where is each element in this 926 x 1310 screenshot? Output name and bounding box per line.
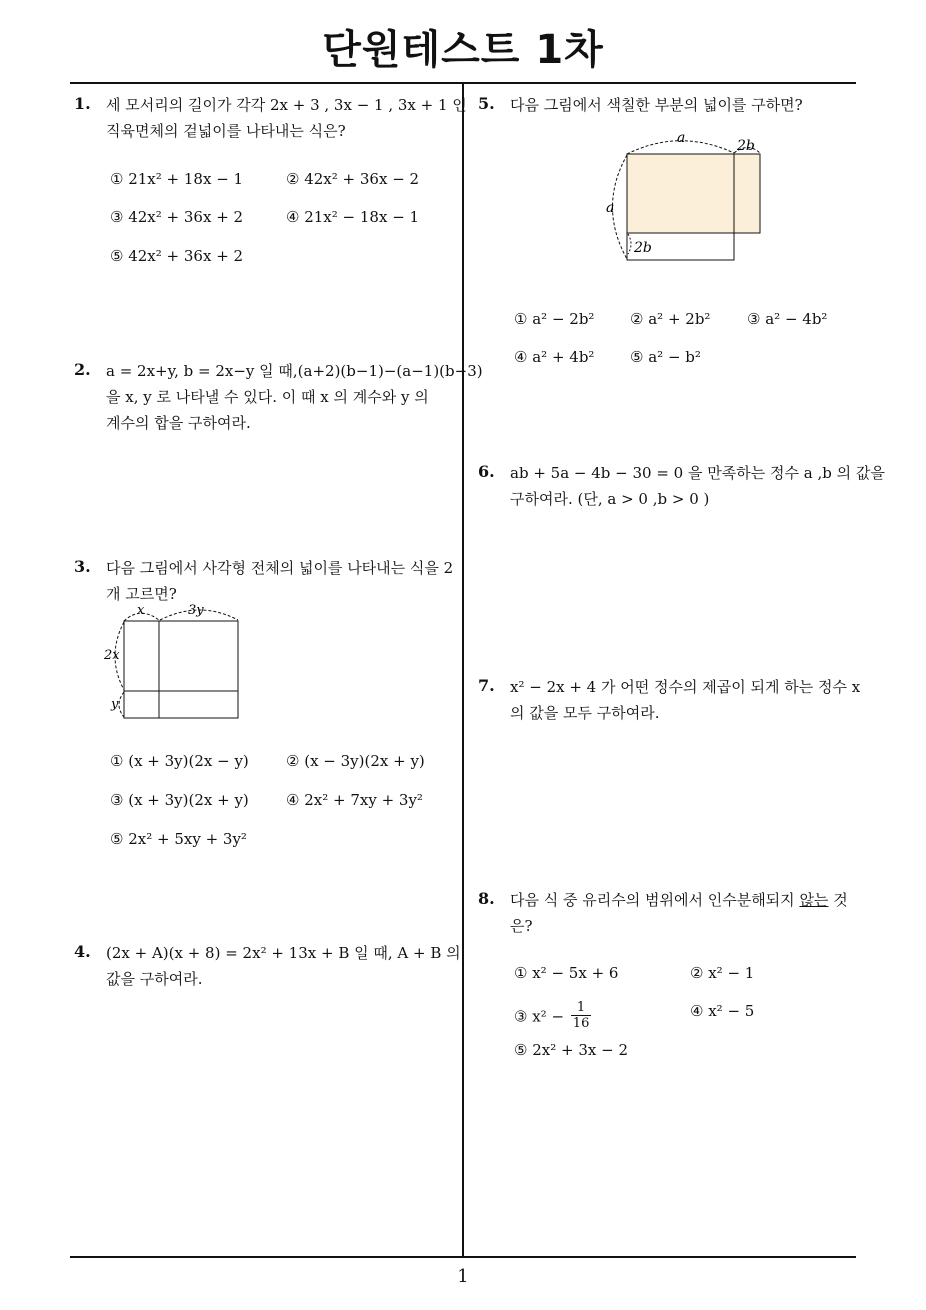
option-1[interactable]: ① (x + 3y)(2x − y) <box>110 752 249 770</box>
question-text-line: 값을 구하여라. <box>106 970 203 988</box>
label-a-left: a <box>606 200 615 216</box>
column-divider <box>462 83 464 1258</box>
emphasis-underline: 않는 <box>799 891 829 909</box>
label-3y: 3y <box>188 603 204 618</box>
option-text: ③ x² − <box>514 1007 569 1026</box>
option-3[interactable]: ③ (x + 3y)(2x + y) <box>110 791 249 809</box>
label-2b-top: 2b <box>737 138 755 154</box>
fraction <box>571 1000 592 1031</box>
option-3[interactable] <box>514 1002 591 1033</box>
question-number: 8. <box>478 889 495 908</box>
question-text-line: a = 2x+y, b = 2x−y 일 때,(a+2)(b−1)−(a−1)(b−3) <box>106 362 483 380</box>
question-text-part: 것 <box>828 891 848 909</box>
question-number: 2. <box>74 360 91 379</box>
option-1[interactable]: ① 21x² + 18x − 1 <box>110 170 244 188</box>
option-5[interactable]: ⑤ a² − b² <box>630 348 701 366</box>
label-2b-inner: 2b <box>634 240 652 256</box>
option-4[interactable]: ④ 21x² − 18x − 1 <box>286 208 420 226</box>
option-2[interactable]: ② (x − 3y)(2x + y) <box>286 752 425 770</box>
fraction-numerator: 1 <box>571 1000 592 1016</box>
question-number: 3. <box>74 557 91 576</box>
question-text-line: ab + 5a − 4b − 30 = 0 을 만족하는 정수 a ,b 의 값을 <box>510 464 885 482</box>
question-text-line: 다음 그림에서 사각형 전체의 넓이를 나타내는 식을 2 <box>106 559 454 577</box>
question-text-part: 다음 식 중 유리수의 범위에서 인수분해되지 <box>510 891 800 909</box>
question-text-line: 구하여라. (단, a > 0 ,b > 0 ) <box>510 490 710 508</box>
question-number: 1. <box>74 94 91 113</box>
question-text-line: 다음 그림에서 색칠한 부분의 넓이를 구하면? <box>510 96 803 114</box>
option-1[interactable]: ① a² − 2b² <box>514 310 595 328</box>
shaded-rectangle-figure <box>600 128 770 266</box>
question-text-line: 은? <box>510 917 533 935</box>
fraction-denominator: 16 <box>572 1016 590 1031</box>
option-2[interactable]: ② 42x² + 36x − 2 <box>286 170 420 188</box>
option-4[interactable]: ④ a² + 4b² <box>514 348 595 366</box>
question-text-line: x² − 2x + 4 가 어떤 정수의 제곱이 되게 하는 정수 x <box>510 678 861 696</box>
label-2x: 2x <box>104 648 120 663</box>
option-2[interactable]: ② a² + 2b² <box>630 310 711 328</box>
option-3[interactable]: ③ 42x² + 36x + 2 <box>110 208 244 226</box>
question-number: 7. <box>478 676 495 695</box>
page-title: 단원테스트 1차 <box>322 27 604 73</box>
question-text-line: 계수의 합을 구하여라. <box>106 414 251 432</box>
option-4[interactable]: ④ 2x² + 7xy + 3y² <box>286 791 423 809</box>
option-4[interactable]: ④ x² − 5 <box>690 1002 755 1020</box>
question-text-line: (2x + A)(x + 8) = 2x² + 13x + B 일 때, A + B 의 <box>106 944 461 962</box>
rectangle-figure <box>100 598 250 723</box>
option-2[interactable]: ② x² − 1 <box>690 964 755 982</box>
option-5[interactable]: ⑤ 42x² + 36x + 2 <box>110 247 244 265</box>
question-text-line: 세 모서리의 길이가 각각 2x + 3 , 3x − 1 , 3x + 1 인 <box>106 96 467 114</box>
bottom-rule <box>70 1256 856 1258</box>
option-3[interactable]: ③ a² − 4b² <box>747 310 828 328</box>
shaded-region <box>627 154 760 233</box>
question-number: 6. <box>478 462 495 481</box>
page-number: 1 <box>457 1266 469 1287</box>
question-text-line: 개 고르면? <box>106 585 177 603</box>
option-5[interactable]: ⑤ 2x² + 5xy + 3y² <box>110 830 247 848</box>
label-a-top: a <box>677 130 686 146</box>
label-y: y <box>111 697 119 712</box>
question-number: 5. <box>478 94 495 113</box>
option-1[interactable]: ① x² − 5x + 6 <box>514 964 619 982</box>
option-5[interactable]: ⑤ 2x² + 3x − 2 <box>514 1041 628 1059</box>
question-text-line: 을 x, y 로 나타낼 수 있다. 이 때 x 의 계수와 y 의 <box>106 388 429 406</box>
question-text-line: 직육면체의 겉넓이를 나타내는 식은? <box>106 122 346 140</box>
question-text-line <box>510 887 848 913</box>
label-x: x <box>137 603 145 618</box>
question-text-line: 의 값을 모두 구하여라. <box>510 704 660 722</box>
question-number: 4. <box>74 942 91 961</box>
